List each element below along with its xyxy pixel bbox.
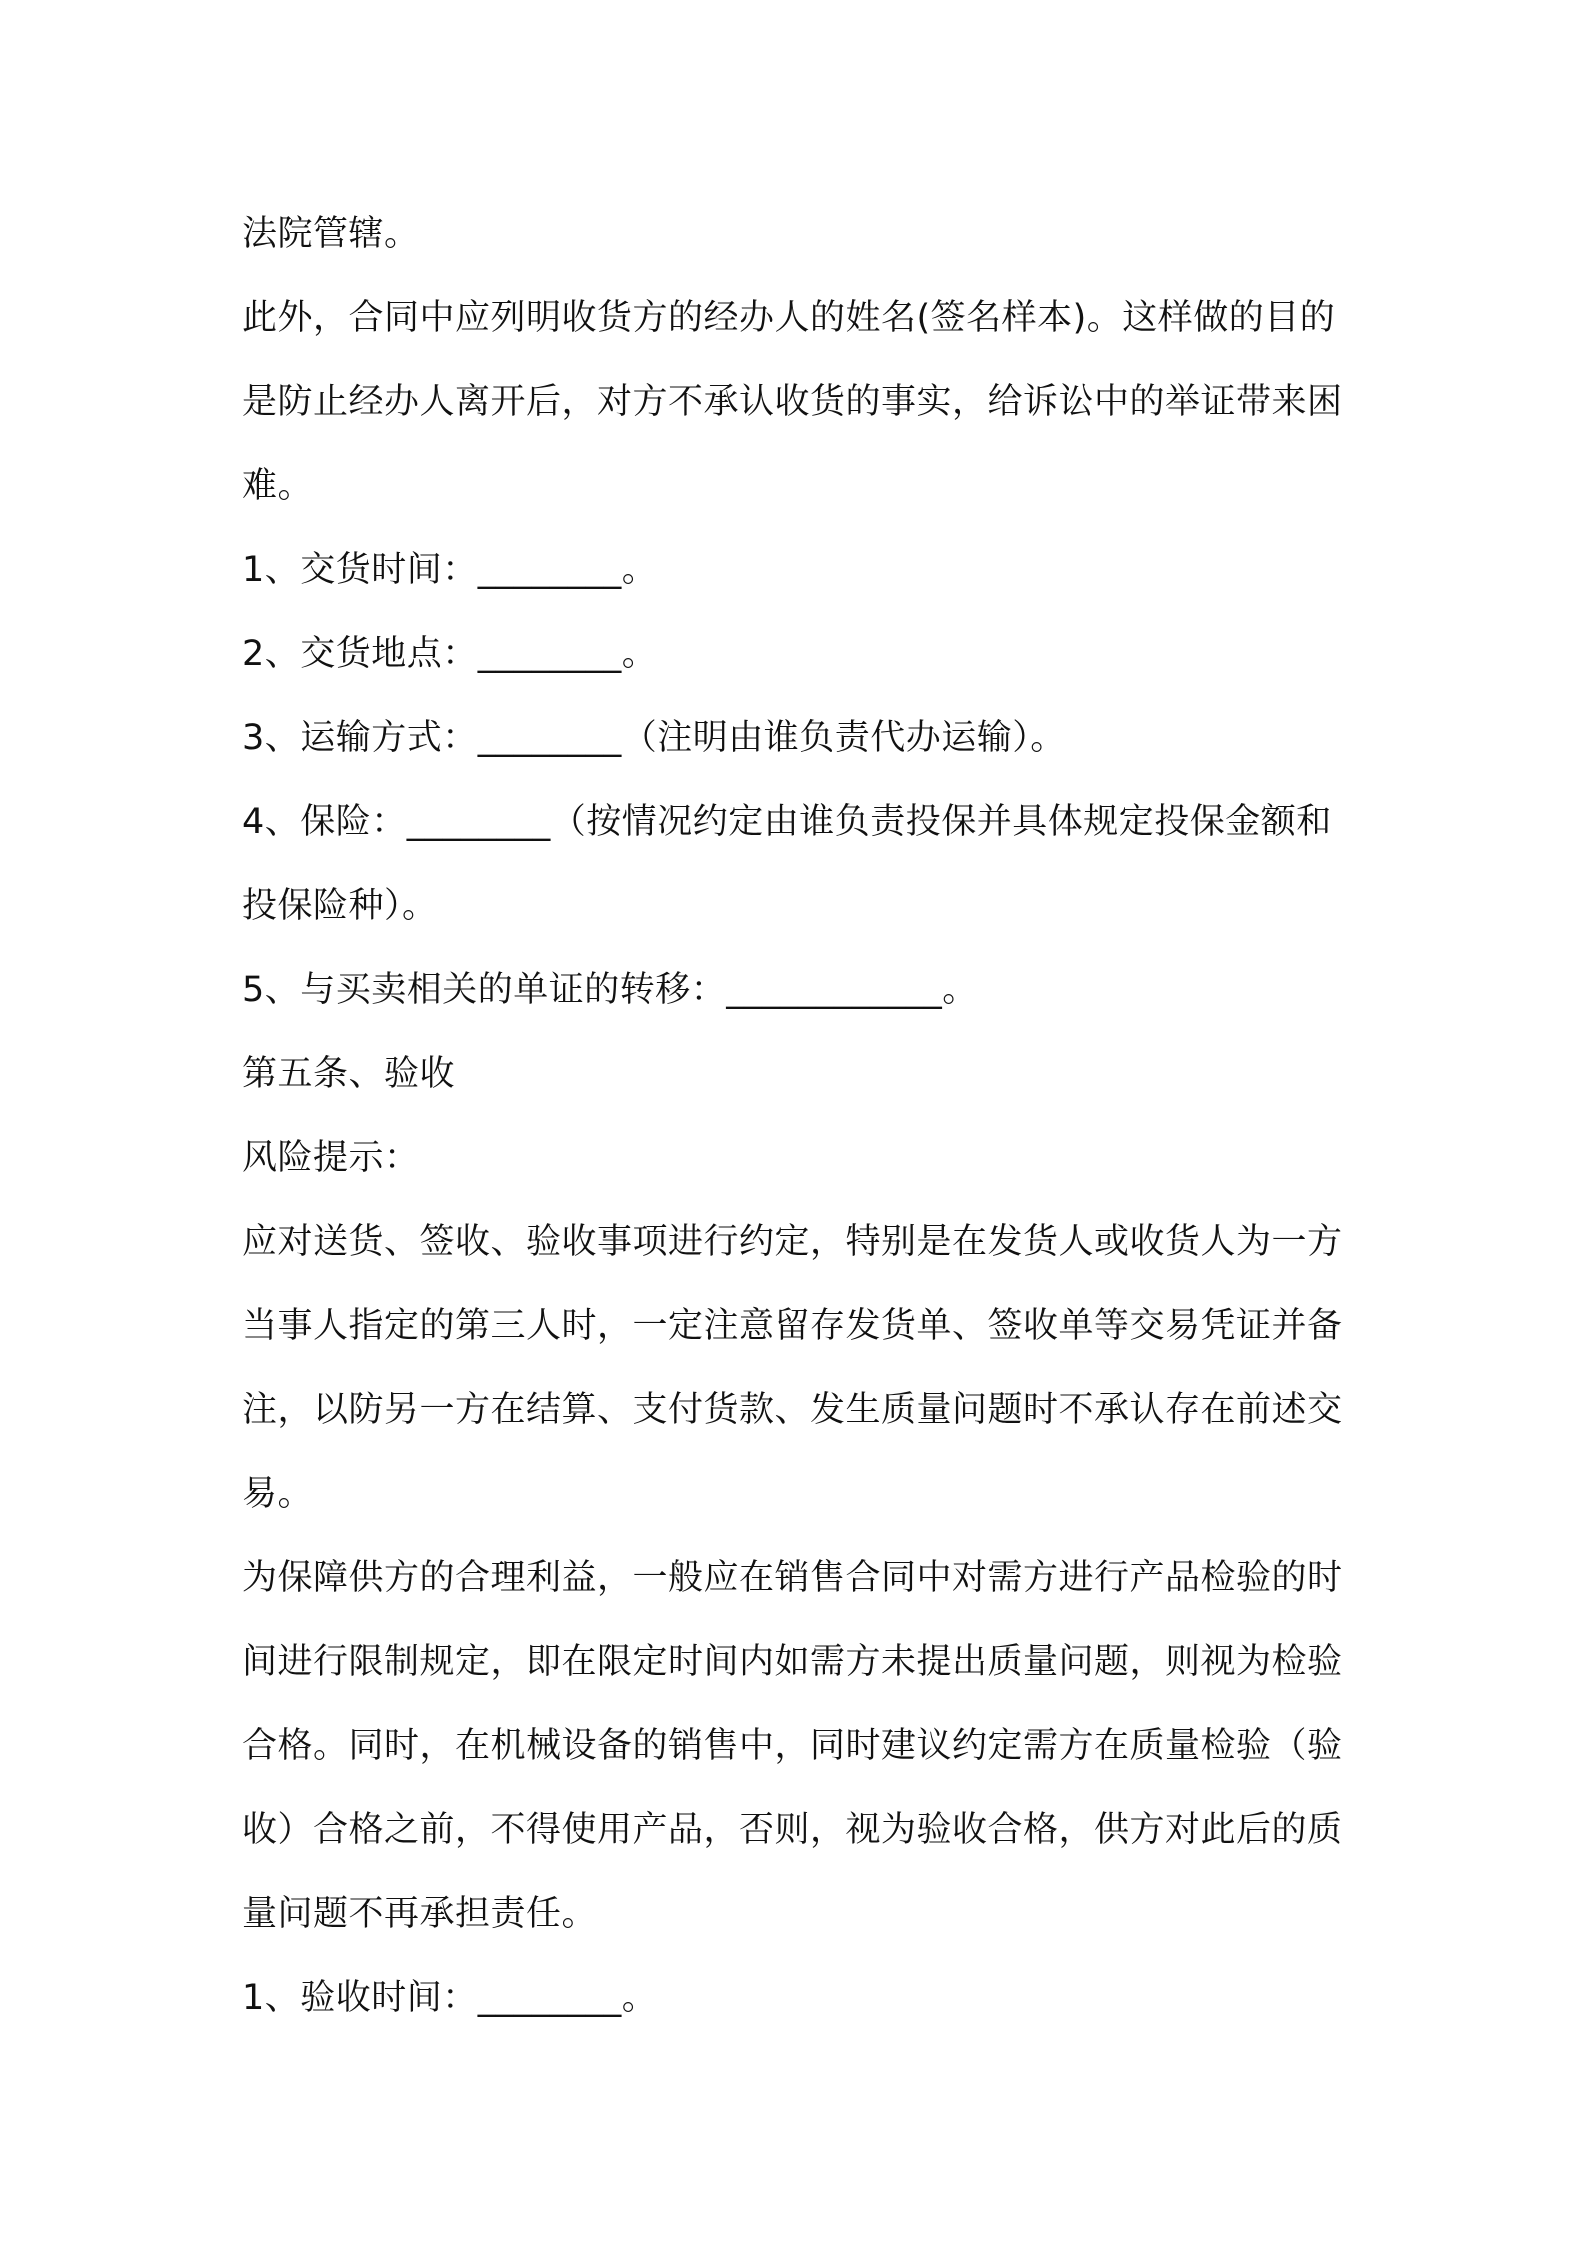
item-acceptance-time: 1、验收时间：________。 — [242, 1978, 658, 2018]
item-delivery-place: 2、交货地点：________。 — [242, 634, 658, 674]
item-transport-method: 3、运输方式：________（注明由谁负责代办运输）。 — [242, 718, 1066, 758]
section-heading-acceptance: 第五条、验收 — [242, 1054, 456, 1094]
paragraph-handler-signature: 此外，合同中应列明收货方的经办人的姓名(签名样本)。这样做的目的是防止经办人离开后，对方不承认收货的事实，给诉讼中的举证带来困难。 — [242, 298, 1343, 506]
document-body — [242, 192, 1352, 2040]
risk-notice-label: 风险提示： — [242, 1138, 420, 1178]
item-delivery-time: 1、交货时间：________。 — [242, 550, 658, 590]
item-insurance: 4、保险：________（按情况约定由谁负责投保并具体规定投保金额和投保险种）。 — [242, 802, 1332, 926]
paragraph-delivery-receipt: 应对送货、签收、验收事项进行约定，特别是在发货人或收货人为一方当事人指定的第三人时，一定注意留存发货单、签收单等交易凭证并备注，以防另一方在结算、支付货款、发生质量问题时不承认存在前述交易。 — [242, 1222, 1343, 1514]
paragraph-inspection-limit: 为保障供方的合理利益，一般应在销售合同中对需方进行产品检验的时间进行限制规定，即在限定时间内如需方未提出质量问题，则视为检验合格。同时，在机械设备的销售中，同时建议约定需方在质量检验（验收）合格之前，不得使用产品，否则，视为验收合格，供方对此后的质量问题不再承担责任。 — [242, 1558, 1343, 1934]
item-document-transfer: 5、与买卖相关的单证的转移：____________。 — [242, 970, 978, 1010]
paragraph-court-jurisdiction: 法院管辖。 — [242, 214, 420, 254]
